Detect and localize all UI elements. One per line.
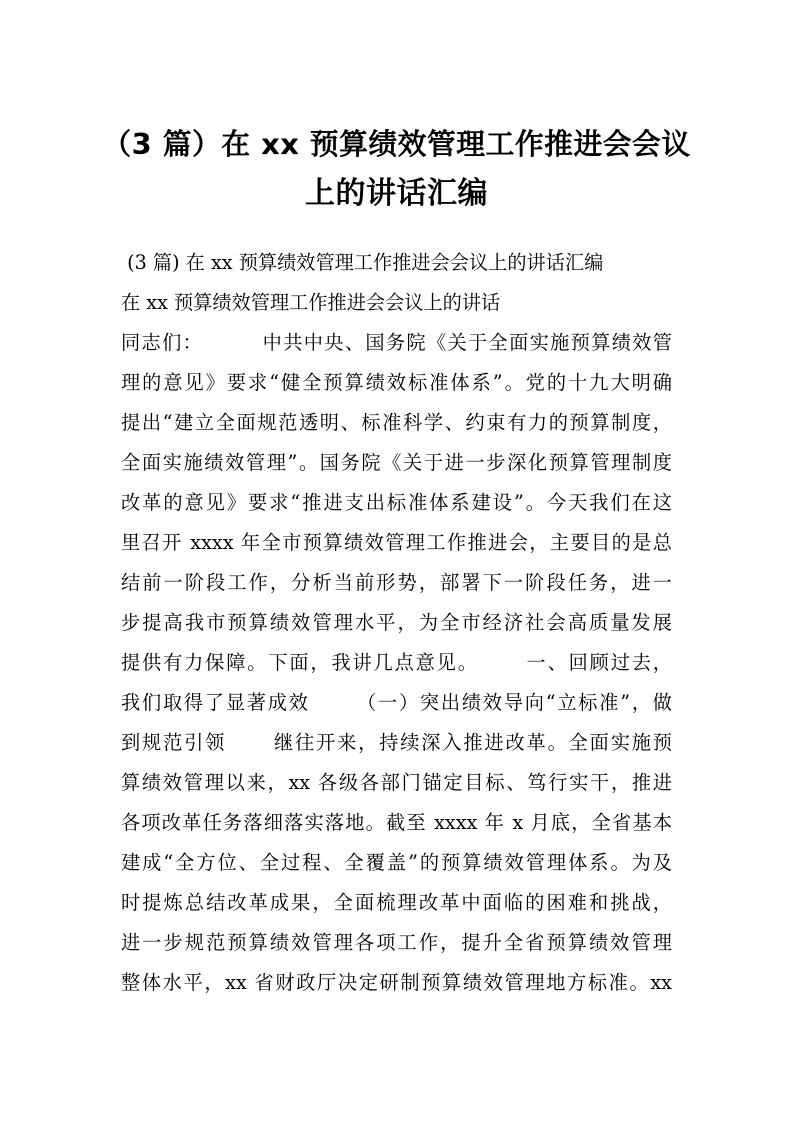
body-line-13: 到规范引领 继往开来，持续深入推进改革。全面实施预 bbox=[121, 731, 672, 754]
body-line-17: 时提炼总结改革成果，全面梳理改革中面临的困难和挑战， bbox=[121, 891, 672, 914]
body-line-10: 步提高我市预算绩效管理水平，为全市经济社会高质量发展 bbox=[121, 611, 672, 634]
body-line-19: 整体水平，xx 省财政厅决定研制预算绩效管理地方标准。xx bbox=[121, 971, 672, 994]
body-line-3: 同志们： 中共中央、国务院《关于全面实施预算绩效管 bbox=[121, 331, 672, 354]
body-line-1: (3 篇) 在 xx 预算绩效管理工作推进会会议上的讲话汇编 bbox=[121, 251, 604, 274]
body-line-4: 理的意见》要求“健全预算绩效标准体系”。党的十九大明确 bbox=[121, 371, 672, 394]
body-line-8: 里召开 xxxx 年全市预算绩效管理工作推进会，主要目的是总 bbox=[121, 531, 672, 554]
body-line-2: 在 xx 预算绩效管理工作推进会会议上的讲话 bbox=[121, 291, 501, 314]
body-line-18: 进一步规范预算绩效管理各项工作，提升全省预算绩效管理 bbox=[121, 931, 672, 954]
body-line-16: 建成“全方位、全过程、全覆盖”的预算绩效管理体系。为及 bbox=[121, 851, 672, 874]
body-line-15: 各项改革任务落细落实落地。截至 xxxx 年 x 月底，全省基本 bbox=[121, 811, 672, 834]
body-line-11: 提供有力保障。下面，我讲几点意见。 一、回顾过去， bbox=[121, 651, 672, 674]
body-line-7: 改革的意见》要求“推进支出标准体系建设”。今天我们在这 bbox=[121, 491, 672, 514]
body-line-6: 全面实施绩效管理”。国务院《关于进一步深化预算管理制度 bbox=[121, 451, 672, 474]
document-title-line-1: （3 篇）在 xx 预算绩效管理工作推进会会议 bbox=[102, 127, 691, 161]
body-line-9: 结前一阶段工作，分析当前形势，部署下一阶段任务，进一 bbox=[121, 571, 672, 594]
body-line-14: 算绩效管理以来，xx 各级各部门锚定目标、笃行实干，推进 bbox=[121, 771, 672, 794]
document-title-line-2: 上的讲话汇编 bbox=[305, 176, 488, 211]
body-line-5: 提出“建立全面规范透明、标准科学、约束有力的预算制度， bbox=[121, 411, 672, 434]
body-line-12: 我们取得了显著成效 （一）突出绩效导向“立标准”，做 bbox=[121, 691, 672, 714]
